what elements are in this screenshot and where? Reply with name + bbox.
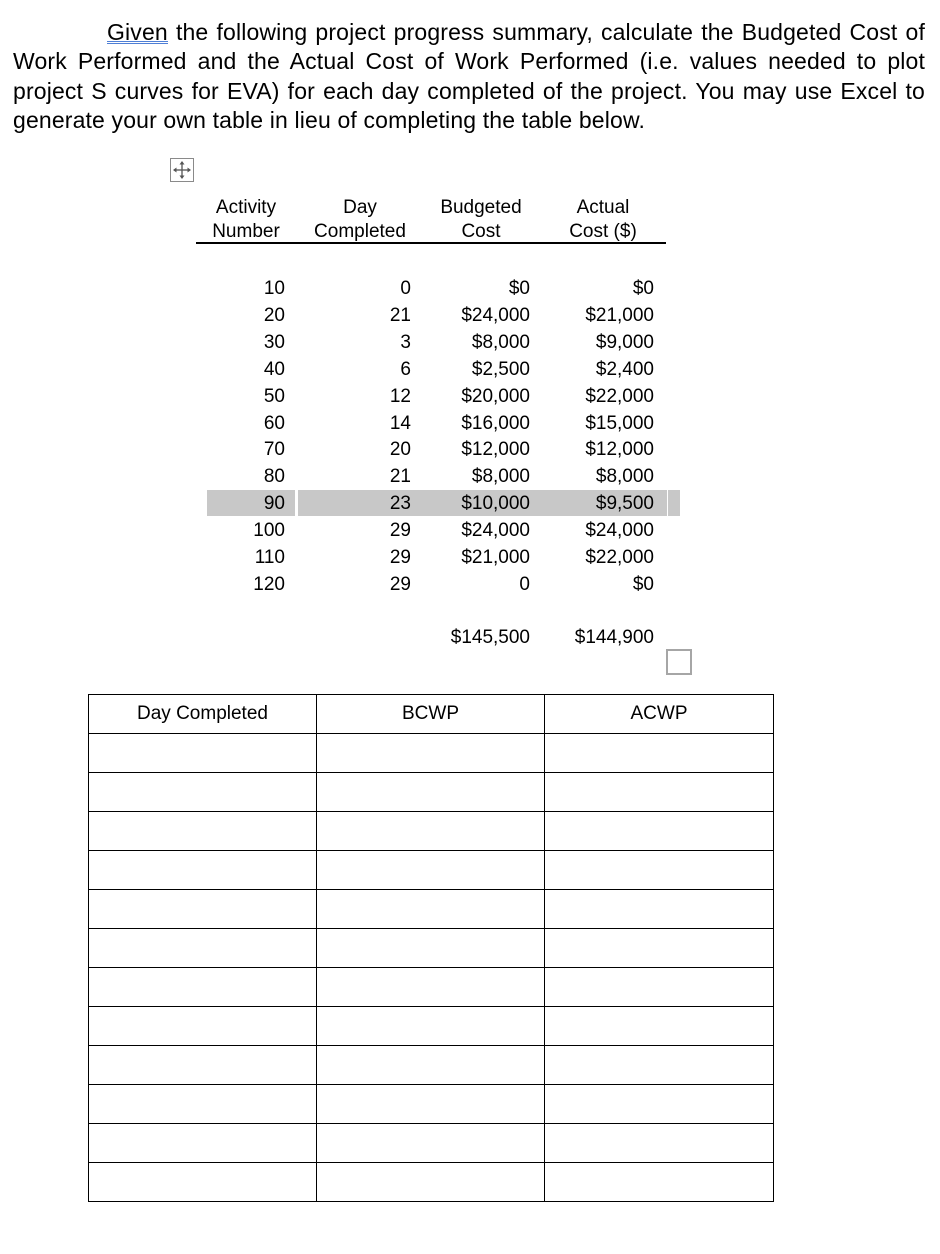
activity-number-cell: 50 — [263, 385, 285, 407]
answer-acwp-cell[interactable] — [545, 773, 774, 812]
budgeted-cost-cell: $8,000 — [471, 331, 530, 353]
answer-bcwp-cell[interactable] — [317, 1085, 545, 1124]
answer-day-cell[interactable] — [89, 1124, 317, 1163]
answer-table-row — [89, 734, 774, 773]
activity-number-cell: 100 — [253, 520, 285, 542]
answer-day-cell[interactable] — [89, 929, 317, 968]
header-budgeted-cost: Budgeted Cost — [440, 197, 522, 242]
answer-acwp-cell[interactable] — [545, 1085, 774, 1124]
answer-table — [88, 694, 774, 1202]
activity-number-cell: 120 — [253, 573, 285, 595]
day-completed-cell: 20 — [389, 439, 411, 461]
answer-acwp-cell[interactable] — [545, 890, 774, 929]
answer-day-cell[interactable] — [89, 890, 317, 929]
budgeted-cost-cell: $10,000 — [461, 493, 530, 515]
actual-cost-cell: $15,000 — [585, 412, 654, 434]
budgeted-cost-cell: $0 — [508, 278, 530, 299]
answer-bcwp-cell[interactable] — [317, 890, 545, 929]
actual-cost-cell: $8,000 — [595, 466, 654, 488]
budgeted-cost-cell: $24,000 — [461, 304, 530, 326]
day-completed-cell: 14 — [389, 412, 411, 434]
header-day-completed: Day Completed — [314, 197, 406, 242]
row-selection-marker[interactable] — [668, 490, 680, 516]
answer-day-cell[interactable] — [89, 734, 317, 773]
actual-cost-cell: $22,000 — [585, 385, 654, 407]
answer-table-row — [89, 1007, 774, 1046]
answer-table-row — [89, 1046, 774, 1085]
answer-bcwp-cell[interactable] — [317, 1046, 545, 1085]
header-actual-cost: Actual Cost ($) — [569, 197, 637, 242]
answer-table-row — [89, 812, 774, 851]
answer-day-cell[interactable] — [89, 773, 317, 812]
activity-number-cell: 90 — [263, 493, 285, 515]
answer-acwp-cell[interactable] — [545, 1046, 774, 1085]
answer-bcwp-cell[interactable] — [317, 734, 545, 773]
budgeted-cost-cell: 0 — [519, 573, 530, 595]
answer-bcwp-cell[interactable] — [317, 1124, 545, 1163]
answer-table-row — [89, 773, 774, 812]
question-prompt — [13, 18, 925, 135]
actual-cost-cell: $22,000 — [585, 547, 654, 568]
answer-header-day-completed: Day Completed — [89, 695, 317, 734]
budgeted-cost-cell: $21,000 — [461, 547, 530, 568]
answer-bcwp-cell[interactable] — [317, 1007, 545, 1046]
answer-day-cell[interactable] — [89, 1163, 317, 1202]
answer-table-row — [89, 851, 774, 890]
day-completed-cell: 29 — [389, 547, 411, 568]
activity-number-cell: 20 — [263, 304, 285, 326]
prompt-text: the following project progress summary, calculate the Budgeted Cost of Work Performed and the Actual Cost of Work Performed (i.e. values needed to plot project S curves for EVA) for each day completed of the project. You may use Excel to generate your own table in lieu of completing the table below. — [13, 19, 925, 133]
day-completed-cell: 3 — [400, 331, 411, 353]
activity-number-cell: 110 — [254, 547, 285, 568]
answer-day-cell[interactable] — [89, 812, 317, 851]
day-completed-cell: 21 — [389, 466, 411, 488]
answer-day-cell[interactable] — [89, 1085, 317, 1124]
day-completed-cell: 23 — [389, 493, 411, 515]
actual-cost-cell: $24,000 — [585, 520, 654, 542]
header-underline — [196, 242, 666, 244]
answer-bcwp-cell[interactable] — [317, 773, 545, 812]
activity-number-cell: 80 — [263, 466, 285, 488]
answer-table-row — [89, 1085, 774, 1124]
budgeted-cost-cell: $8,000 — [471, 466, 530, 488]
actual-cost-cell: $0 — [632, 278, 654, 299]
actual-cost-cell: $2,400 — [595, 358, 654, 380]
budgeted-cost-cell: $24,000 — [461, 520, 530, 542]
answer-day-cell[interactable] — [89, 851, 317, 890]
answer-acwp-cell[interactable] — [545, 1007, 774, 1046]
day-completed-cell: 12 — [389, 385, 411, 407]
answer-acwp-cell[interactable] — [545, 851, 774, 890]
answer-acwp-cell[interactable] — [545, 812, 774, 851]
answer-table-row — [89, 890, 774, 929]
answer-day-cell[interactable] — [89, 1046, 317, 1085]
day-completed-cell: 6 — [400, 358, 411, 380]
answer-table-row — [89, 1124, 774, 1163]
budgeted-cost-cell: $2,500 — [471, 358, 530, 380]
table-resize-handle[interactable] — [666, 649, 692, 675]
activity-number-cell: 40 — [263, 358, 285, 380]
day-completed-cell: 21 — [389, 304, 411, 326]
prompt-first-word: Given — [107, 19, 168, 45]
activity-number-cell: 70 — [263, 439, 285, 461]
actual-cost-cell: $0 — [632, 573, 654, 595]
answer-bcwp-cell[interactable] — [317, 968, 545, 1007]
actual-cost-cell: $21,000 — [585, 304, 654, 326]
actual-cost-cell: $9,000 — [595, 331, 654, 353]
answer-table-row — [89, 1163, 774, 1202]
activity-number-cell: 30 — [263, 331, 285, 353]
answer-acwp-cell[interactable] — [545, 1124, 774, 1163]
answer-table-row — [89, 929, 774, 968]
day-completed-cell: 0 — [400, 278, 411, 299]
day-completed-cell: 29 — [389, 520, 411, 542]
answer-acwp-cell[interactable] — [545, 1163, 774, 1202]
activity-number-cell: 10 — [263, 278, 285, 299]
budgeted-cost-cell: $16,000 — [461, 412, 530, 434]
answer-day-cell[interactable] — [89, 968, 317, 1007]
budgeted-cost-cell: $20,000 — [461, 385, 530, 407]
answer-acwp-cell[interactable] — [545, 968, 774, 1007]
budgeted-cost-cell: $12,000 — [461, 439, 530, 461]
answer-bcwp-cell[interactable] — [317, 812, 545, 851]
total-budgeted-cost: $145,500 — [450, 627, 530, 648]
answer-header-bcwp: BCWP — [317, 695, 545, 734]
answer-table-row — [89, 968, 774, 1007]
actual-cost-cell: $9,500 — [595, 493, 654, 515]
header-activity-number: Activity Number — [212, 197, 280, 242]
answer-bcwp-cell[interactable] — [317, 929, 545, 968]
answer-header-acwp: ACWP — [545, 695, 774, 734]
activity-number-cell: 60 — [263, 412, 285, 434]
actual-cost-cell: $12,000 — [585, 439, 654, 461]
total-actual-cost: $144,900 — [574, 627, 654, 648]
answer-acwp-cell[interactable] — [545, 929, 774, 968]
answer-table-header-row — [89, 695, 774, 734]
table-move-handle-icon[interactable] — [170, 158, 194, 182]
answer-bcwp-cell[interactable] — [317, 851, 545, 890]
day-completed-cell: 29 — [389, 573, 411, 595]
answer-bcwp-cell[interactable] — [317, 1163, 545, 1202]
answer-day-cell[interactable] — [89, 1007, 317, 1046]
answer-acwp-cell[interactable] — [545, 734, 774, 773]
